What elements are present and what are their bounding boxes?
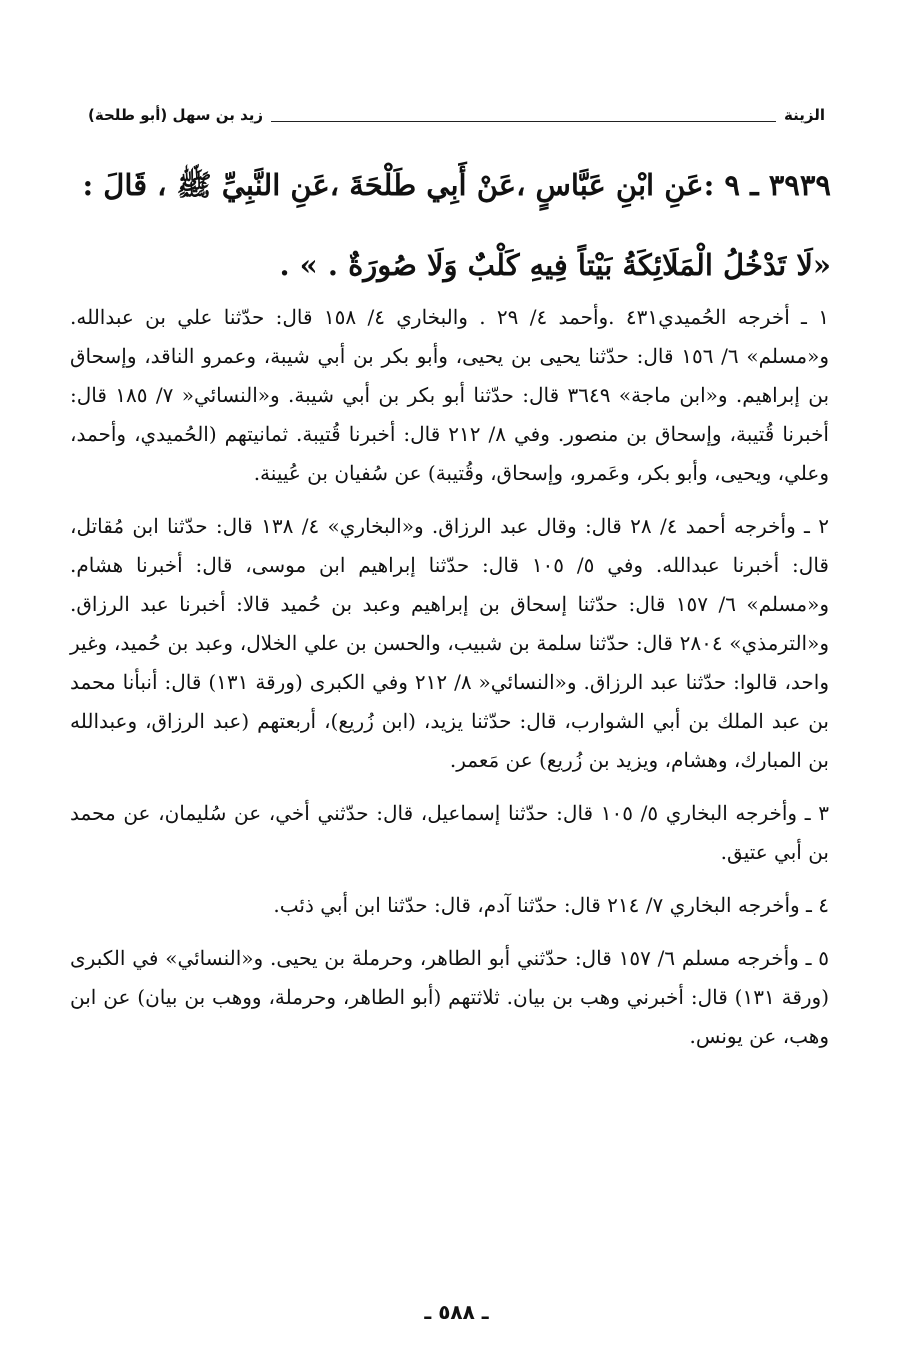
section-title: الزينة — [784, 106, 825, 124]
header-rule — [271, 109, 776, 122]
hadith-isnad: ٣٩٣٩ ـ ٩ :عَنِ ابْنِ عَبَّاسٍ ،عَنْ أَبِي طَلْحَةَ ،عَنِ النَّبِيِّ ﷺ ، قَالَ : — [82, 168, 831, 202]
hadith-matn: «لَا تَدْخُلُ الْمَلَائِكَةُ بَيْتاً فِيهِ كَلْبٌ وَلَا صُورَةٌ . » . — [279, 248, 831, 282]
note-1: ١ ـ أخرجه الحُميدي٤٣١ .وأحمد ٤/ ٢٩ . والبخاري ٤/ ١٥٨ قال: حدّثنا علي بن عبدالله. و«مسلم» ٦/ ١٥٦ قال: حدّثنا يحيى بن يحيى، وأبو بكر بن أبي شيبة، وعمرو الناقد، وإسحاق بن إبراهيم. و«ابن ماجة» ٣٦٤٩ قال: حدّثنا أبو بكر بن أبي شيبة. و«النسائي« ٧/ ١٨٥ قال: أخبرنا قُتيبة، وإسحاق بن منصور. وفي ٨/ ٢١٢ قال: أخبرنا قُتيبة. ثمانيتهم (الحُميدي، وأحمد، وعلي، ويحيى، وأبو بكر، وعَمرو، وإسحاق، وقُتيبة) عن سُفيان بن عُيينة. — [70, 305, 830, 485]
note-3: ٣ ـ وأخرجه البخاري ٥/ ١٠٥ قال: حدّثنا إسماعيل، قال: حدّثني أخي، عن سُليمان، عن محمد بن أبي عتيق. — [70, 801, 829, 864]
chapter-title: زيد بن سهل (أبو طلحة) — [88, 106, 264, 124]
note-5: ٥ ـ وأخرجه مسلم ٦/ ١٥٧ قال: حدّثني أبو الطاهر، وحرملة بن يحيى. و«النسائي» في الكبرى (ورقة ١٣١) قال: أخبرني وهب بن بيان. ثلاثتهم (أبو الطاهر، وحرملة، ووهب بن بيان) عن ابن وهب، عن يونس. — [70, 946, 830, 1048]
running-header — [88, 100, 825, 130]
note-2: ٢ ـ وأخرجه أحمد ٤/ ٢٨ قال: وقال عبد الرزاق. و«البخاري» ٤/ ١٣٨ قال: حدّثنا ابن مُقاتل، قال: أخبرنا عبدالله. وفي ٥/ ١٠٥ قال: حدّثنا إبراهيم ابن موسى، قال: أخبرنا هشام. و«مسلم» ٦/ ١٥٧ قال: حدّثنا إسحاق بن إبراهيم وعبد بن حُميد قالا: أخبرنا عبد الرزاق. و«الترمذي» ٢٨٠٤ قال: حدّثنا سلمة بن شبيب، والحسن بن علي الخلال، وعبد بن حُميد، وغير واحد، قالوا: حدّثنا عبد الرزاق. و«النسائي« ٨/ ٢١٢ وفي الكبرى (ورقة ١٣١) قال: أنبأنا محمد بن عبد الملك بن أبي الشوارب، قال: حدّثنا يزيد، (ابن زُريع)، أربعتهم (عبد الرزاق، وعبدالله بن المبارك، وهشام، ويزيد بن زُريع) عن مَعمر. — [70, 514, 829, 772]
takhrij-notes — [70, 298, 829, 1070]
hadith-text — [78, 145, 831, 305]
page-number: ـ ٥٨٨ ـ — [424, 1300, 489, 1324]
note-4: ٤ ـ وأخرجه البخاري ٧/ ٢١٤ قال: حدّثنا آدم، قال: حدّثنا ابن أبي ذئب. — [273, 893, 829, 917]
